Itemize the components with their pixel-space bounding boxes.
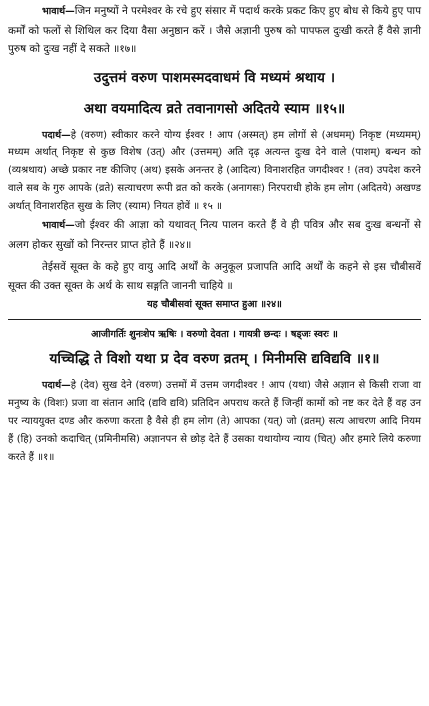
padarth-label-1: पदार्थ— bbox=[42, 129, 71, 141]
padarth-label-2: पदार्थ— bbox=[42, 380, 71, 392]
bhavarth-label-1: भावार्थ— bbox=[42, 6, 75, 17]
bhavarth-text-1: जिन मनुष्यों ने परमेश्वर के रचे हुए संसार में पदार्थ करके प्रकट किए हुए बोध से किये हुए पाप कर्मों को फलों से शिथिल कर दिया वैसा अनुष्ठान करें । जैसे अज्ञानी पुरुष को पापफल दुःखी करते हैं वैसे ज्ञानी पुरुष को दुःख नहीं दे सकते ॥१७॥ bbox=[8, 5, 421, 55]
bhavarth-text-2: जो ईश्वर की आज्ञा को यथावत् नित्य पालन करते हैं वे ही पवित्र और सब दुःख बन्धनों से अलग होकर सुखों को निरन्तर प्राप्त होते हैं ॥२४॥ bbox=[8, 219, 421, 251]
section-divider bbox=[8, 319, 421, 320]
bhavarth-label-2: भावार्थ— bbox=[42, 220, 75, 232]
bhavarth-paragraph-1 bbox=[8, 2, 421, 59]
padarth-text-1: हे (वरुण) स्वीकार करने योग्य ईश्वर ! आप (अस्मत्) हम लोगों से (अधमम्) निकृष्ट (मध्यमम्) मध्यम अर्थात् निकृष्ट से कुछ विशेष (उत्) और (उत्तमम्) अति दृढ़ अत्यन्त दुःख देने वाले (पाशम्) बन्धन को (व्यश्रथाय) अच्छे प्रकार नष्ट कीजिए (अथ) इसके अनन्तर हे (आदित्य) विनाशरहित जगदीश्वर ! (तव) उपदेश करने वाले सब के गुरु आपके (व्रते) सत्याचरण रूपी व्रत को करके (अनागसः) निरपराधी होके हम लोग (अदितये) अखण्ड अर्थात् विनाशरहित सुख के लिए (स्याम) नियत होवें ॥ १५ ॥ bbox=[8, 129, 421, 213]
summary-paragraph: तेईसवें सूक्त के कहे हुए वायु आदि अर्थों के अनुकूल प्रजापति आदि अर्थों के कहने से इस चौबीसवें सूक्त की उक्त सूक्त के अर्थ के साथ सङ्गति जाननी चाहिये ॥ bbox=[8, 261, 421, 292]
verse-1: यच्चिद्धि ते विशो यथा प्र देव वरुण व्रतम् । मिनीमसि द्यविद्यवि ॥१॥ bbox=[49, 351, 380, 368]
padarth-text-2: हे (देव) सुख देने (वरुण) उत्तमों में उत्तम जगदीश्वर ! आप (यथा) जैसे अज्ञान से किसी राजा वा मनुष्य के (विशः) प्रजा वा संतान आदि (द्यवि द्यवि) प्रतिदिन अपराध करते हैं जिन्हीं कामों को नष्ट कर देते हैं वह उन पर न्याययुक्त दण्ड और करुणा करता है वैसे ही हम लोग (ते) आपका (यत्) जो (व्रतम्) सत्य आचरण आदि नियम हैं (हि) उनको कदाचित् (प्रमिनीमसि) अज्ञानपन से छोड़ देते हैं उसका यथायोग्य न्याय (चित्) और हमारे लिये करुणा करते हैं ॥१॥ bbox=[8, 380, 421, 463]
padarth-paragraph-1 bbox=[8, 127, 421, 217]
rishi-devata-line: आजीगर्तिः शुनःशेप ऋषिः । वरुणो देवता । गायत्री छन्दः । षड्जः स्वरः ॥ bbox=[91, 329, 338, 341]
verse-15-line-1: उदुत्तमं वरुण पाशमस्मदवाधमं वि मध्यमं श्रथाय । bbox=[93, 69, 336, 86]
sukta-end-line: यह चौबीसवां सूक्त समाप्त हुआ ॥२४॥ bbox=[147, 299, 282, 311]
bhavarth-paragraph-2 bbox=[8, 216, 421, 254]
padarth-paragraph-2 bbox=[8, 377, 421, 467]
verse-15-line-2: अथा वयमादित्य व्रते तवानागसो अदितये स्याम ॥१५॥ bbox=[83, 100, 346, 117]
